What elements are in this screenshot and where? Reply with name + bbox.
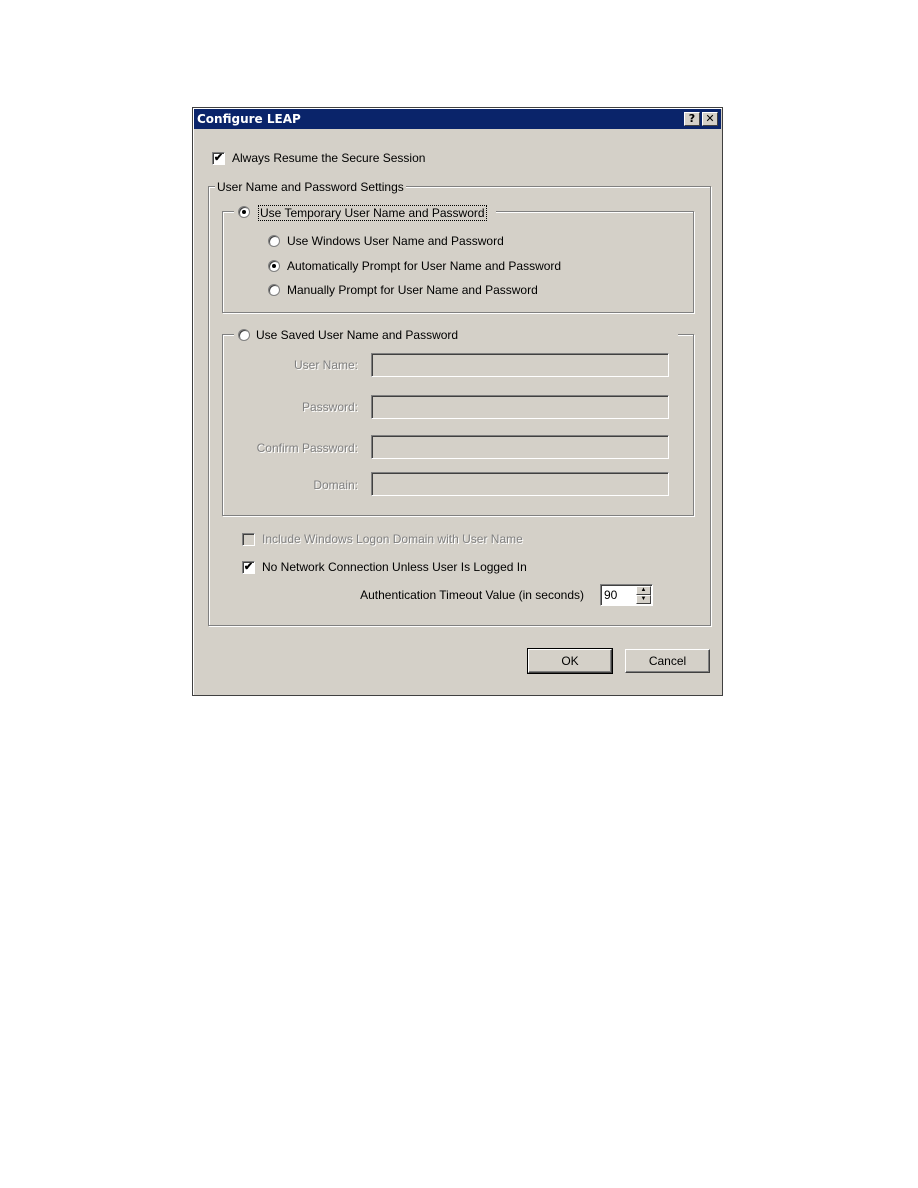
use-temporary-radio[interactable] (238, 206, 250, 218)
domain-field[interactable] (371, 472, 669, 496)
user-name-field[interactable] (371, 353, 669, 377)
password-field[interactable] (371, 395, 669, 419)
domain-label: Domain: (313, 478, 358, 492)
manual-prompt-radio[interactable] (268, 284, 280, 296)
manual-prompt-label[interactable]: Manually Prompt for User Name and Password (287, 283, 538, 297)
no-network-checkbox[interactable]: ✔ (243, 561, 254, 573)
use-windows-radio[interactable] (268, 235, 280, 247)
use-temporary-label[interactable]: Use Temporary User Name and Password (260, 206, 485, 220)
spinner-arrows (636, 586, 651, 604)
password-label: Password: (301, 400, 358, 414)
user-name-label: User Name: (293, 358, 358, 372)
spin-down-icon[interactable]: ▼ (636, 595, 651, 604)
help-button[interactable]: ? (684, 112, 700, 126)
cancel-button[interactable]: Cancel (625, 649, 710, 673)
include-domain-checkbox[interactable] (242, 533, 255, 546)
configure-leap-dialog (192, 107, 723, 696)
close-button[interactable]: ✕ (702, 112, 718, 126)
use-saved-label[interactable]: Use Saved User Name and Password (256, 328, 459, 342)
timeout-value[interactable]: 90 (604, 588, 618, 602)
user-password-settings-legend: User Name and Password Settings (217, 180, 404, 194)
use-saved-radio[interactable] (238, 329, 250, 341)
saved-legend-area (234, 327, 678, 343)
confirm-password-label: Confirm Password: (256, 441, 358, 455)
auto-prompt-label[interactable]: Automatically Prompt for User Name and Password (287, 259, 562, 273)
ok-button[interactable]: OK (528, 649, 612, 673)
always-resume-checkbox[interactable]: ✔ (213, 152, 224, 164)
timeout-label: Authentication Timeout Value (in seconds) (360, 588, 584, 602)
temporary-legend-area (234, 204, 496, 220)
timeout-spinner[interactable] (600, 584, 653, 606)
auto-prompt-radio[interactable] (268, 260, 280, 272)
always-resume-label[interactable]: Always Resume the Secure Session (232, 151, 426, 165)
no-network-label[interactable]: No Network Connection Unless User Is Logged In (262, 560, 527, 574)
window-title: Configure LEAP (197, 112, 301, 126)
confirm-password-field[interactable] (371, 435, 669, 459)
spin-up-icon[interactable]: ▲ (636, 586, 651, 595)
title-bar[interactable] (194, 109, 721, 129)
include-domain-label[interactable]: Include Windows Logon Domain with User Name (262, 532, 523, 546)
use-windows-label[interactable]: Use Windows User Name and Password (287, 234, 504, 248)
